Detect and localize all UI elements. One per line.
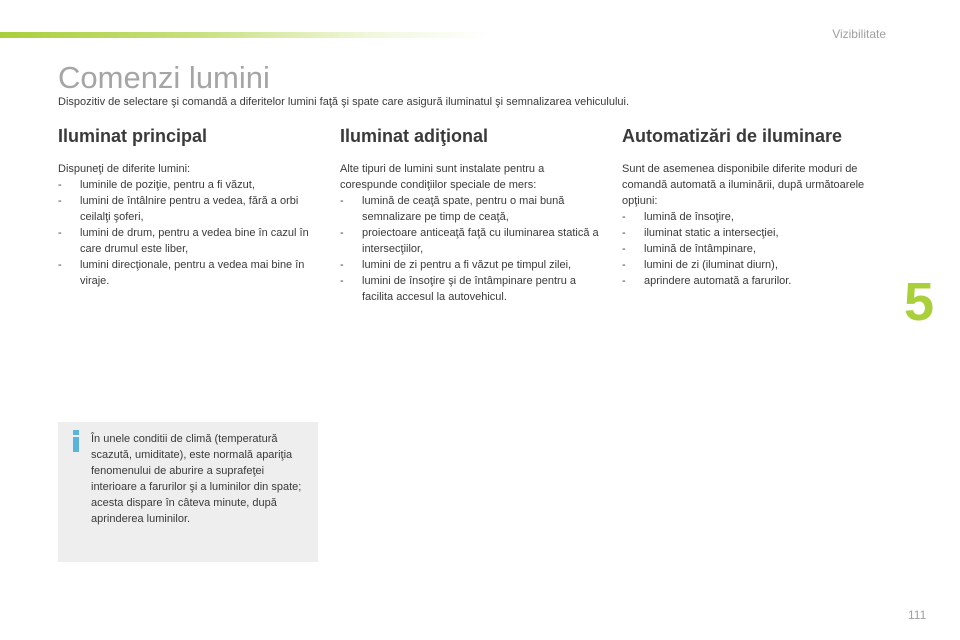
- list-item: - lumini de drum, pentru a vedea bine în cazul în care drumul este liber,: [58, 225, 320, 257]
- column-intro: Sunt de asemenea disponibile diferite moduri de comandă automată a iluminării, după următoarele opţiuni:: [622, 163, 865, 207]
- list-item: - lumini de întâlnire pentru a vedea, fără a orbi ceilalţi şoferi,: [58, 193, 320, 225]
- chapter-number: 5: [904, 272, 935, 332]
- info-icon: [70, 430, 82, 452]
- list-item: - aprindere automată a farurilor.: [622, 273, 884, 289]
- column-heading: Automatizări de iluminare: [622, 126, 843, 146]
- page-subtitle: Dispozitiv de selectare şi comandă a diferitelor lumini faţă şi spate care asigură iluminatul şi semnalizarea vehiculului.: [58, 96, 630, 108]
- list-item: - proiectoare anticeaţă faţă cu iluminarea statică a intersecţiilor,: [340, 225, 602, 257]
- list-item: - lumini de zi (iluminat diurn),: [622, 257, 884, 273]
- page-number: 111: [908, 608, 927, 622]
- bullet-list: [340, 193, 602, 305]
- bullet-list: [58, 177, 320, 289]
- column-lighting-automation: [622, 124, 884, 289]
- info-note-box: [58, 422, 318, 562]
- header-accent-bar: [0, 32, 490, 38]
- list-item: - lumină de însoţire,: [622, 209, 884, 225]
- section-label: Vizibilitate: [832, 27, 886, 41]
- list-item: - lumini de însoţire şi de întâmpinare pentru a facilita accesul la autovehicul.: [340, 273, 602, 305]
- info-note-text: În unele conditii de climă (temperatură scazută, umiditate), este normală apariţia fenomenului de aburire a suprafeţei interioare a farurilor şi a luminilor din spate; acesta dispare în câteva minute, după aprinderea luminilor.: [91, 433, 302, 525]
- column-heading: Iluminat principal: [58, 126, 208, 146]
- column-intro: Dispuneţi de diferite lumini:: [58, 163, 191, 175]
- list-item: - luminile de poziţie, pentru a fi văzut,: [58, 177, 320, 193]
- list-item: - lumini direcţionale, pentru a vedea mai bine în viraje.: [58, 257, 320, 289]
- list-item: - lumină de întâmpinare,: [622, 241, 884, 257]
- page-title: Comenzi lumini: [58, 60, 270, 95]
- list-item: - iluminat static a intersecţiei,: [622, 225, 884, 241]
- column-intro: Alte tipuri de lumini sunt instalate pentru a corespunde condiţiilor speciale de mers:: [340, 163, 545, 191]
- column-heading: Iluminat adiţional: [340, 126, 489, 146]
- bullet-list: [622, 209, 884, 289]
- list-item: - lumină de ceaţă spate, pentru o mai bună semnalizare pe timp de ceaţă,: [340, 193, 602, 225]
- list-item: - lumini de zi pentru a fi văzut pe timpul zilei,: [340, 257, 602, 273]
- column-main-lighting: [58, 124, 320, 289]
- column-additional-lighting: [340, 124, 602, 305]
